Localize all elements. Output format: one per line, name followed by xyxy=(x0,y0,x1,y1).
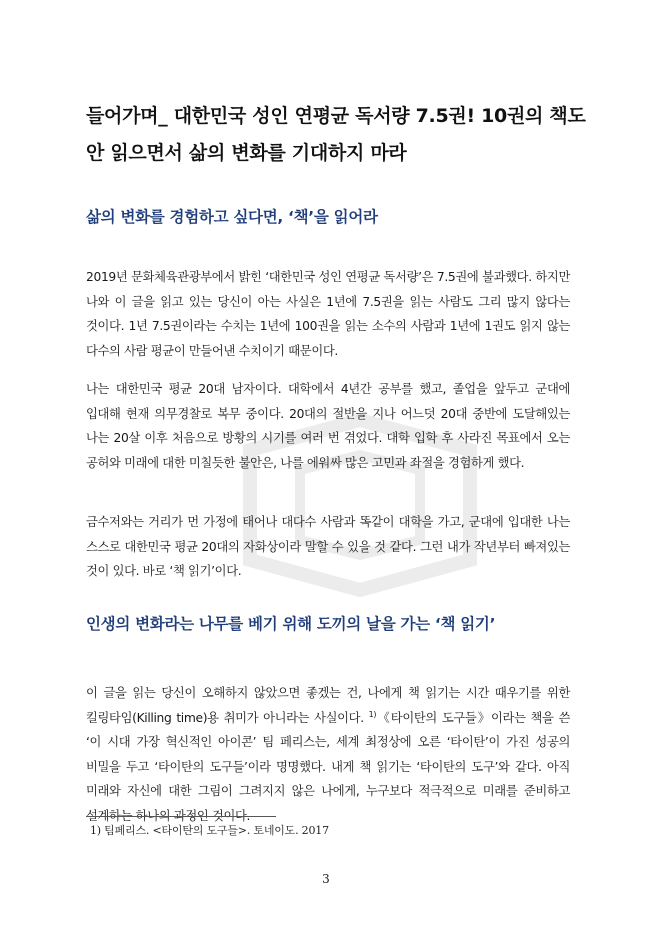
paragraph-1: 2019년 문화체육관광부에서 밝힌 ‘대한민국 성인 연평균 독서량’은 7.5권에 불과했다. 하지만 나와 이 글을 읽고 있는 당신이 아는 사실은 1년에 7.5권을 읽는 사람도 그리 많지 않다는 것이다. 1년 7.5권이라는 수치는 1년에 100권을 읽는 소수의 사람과 1년에 1권도 읽지 않는 다수의 사람 평균이 만들어낸 수치이기 때문이다. xyxy=(86,270,570,358)
paragraph-2: 나는 대한민국 평균 20대 남자이다. 대학에서 4년간 공부를 했고, 졸업을 앞두고 군대에 입대해 현재 의무경찰로 복무 중이다. 20대의 절반을 지나 어느덧 20대 중반에 도달해있는 나는 20살 이후 처음으로 방황의 시기를 여러 번 겪었다. 대학 입학 후 사라진 목표에서 오는 공허와 미래에 대한 미칠듯한 불안은, 나를 에워싸 많은 고민과 좌절을 경험하게 했다. xyxy=(86,382,570,470)
page-title: 들어가며_ 대한민국 성인 연평균 독서량 7.5권! 10권의 책도 안 읽으면서 삶의 변화를 기대하지 마라 xyxy=(86,105,586,164)
section-heading-1: 삶의 변화를 경험하고 싶다면, ‘책’을 읽어라 xyxy=(86,208,378,226)
paragraph-4 xyxy=(86,681,570,828)
footnote: 1) 팀페리스. <타이탄의 도구들>. 토네이도. 2017 xyxy=(90,824,329,837)
section-heading-2: 인생의 변화라는 나무를 베기 위해 도끼의 날을 가는 ‘책 읽기’ xyxy=(86,615,496,633)
paragraph-3: 금수저와는 거리가 먼 가정에 태어나 대다수 사람과 똑같이 대학을 가고, 군대에 입대한 나는 스스로 대한민국 평균 20대의 자화상이라 말할 수 있을 것 같다. 그런 내가 작년부터 빠져있는 것이 있다. 바로 ‘책 읽기’이다. xyxy=(86,515,570,578)
paragraph-4-text-b: 《타이탄의 도구들》이라는 책을 쓴 ‘이 시대 가장 혁신적인 아이콘’ 팀 페리스는, 세계 최정상에 오른 ‘타이탄’이 가진 성공의 비밀을 두고 ‘타이탄의 도구들’이라 명명했다. 내게 책 읽기는 ‘타이탄의 도구’와 같다. 아직 미래와 자신에 대한 그림이 그려지지 않은 나에게, 누구보다 적극적으로 미래를 준비하고 설계하는 하나의 과정인 것이다. xyxy=(86,710,570,823)
footnote-reference[interactable]: 1) xyxy=(368,709,377,719)
paragraph-4-text-a: 이 글을 읽는 당신이 오해하지 않았으면 좋겠는 건, 나에게 책 읽기는 시간 때우기를 위한 킬링타임(Killing time)용 취미가 아니라는 사실이다. xyxy=(86,686,570,725)
page-number: 3 xyxy=(322,872,330,886)
footnote-divider xyxy=(86,816,276,817)
